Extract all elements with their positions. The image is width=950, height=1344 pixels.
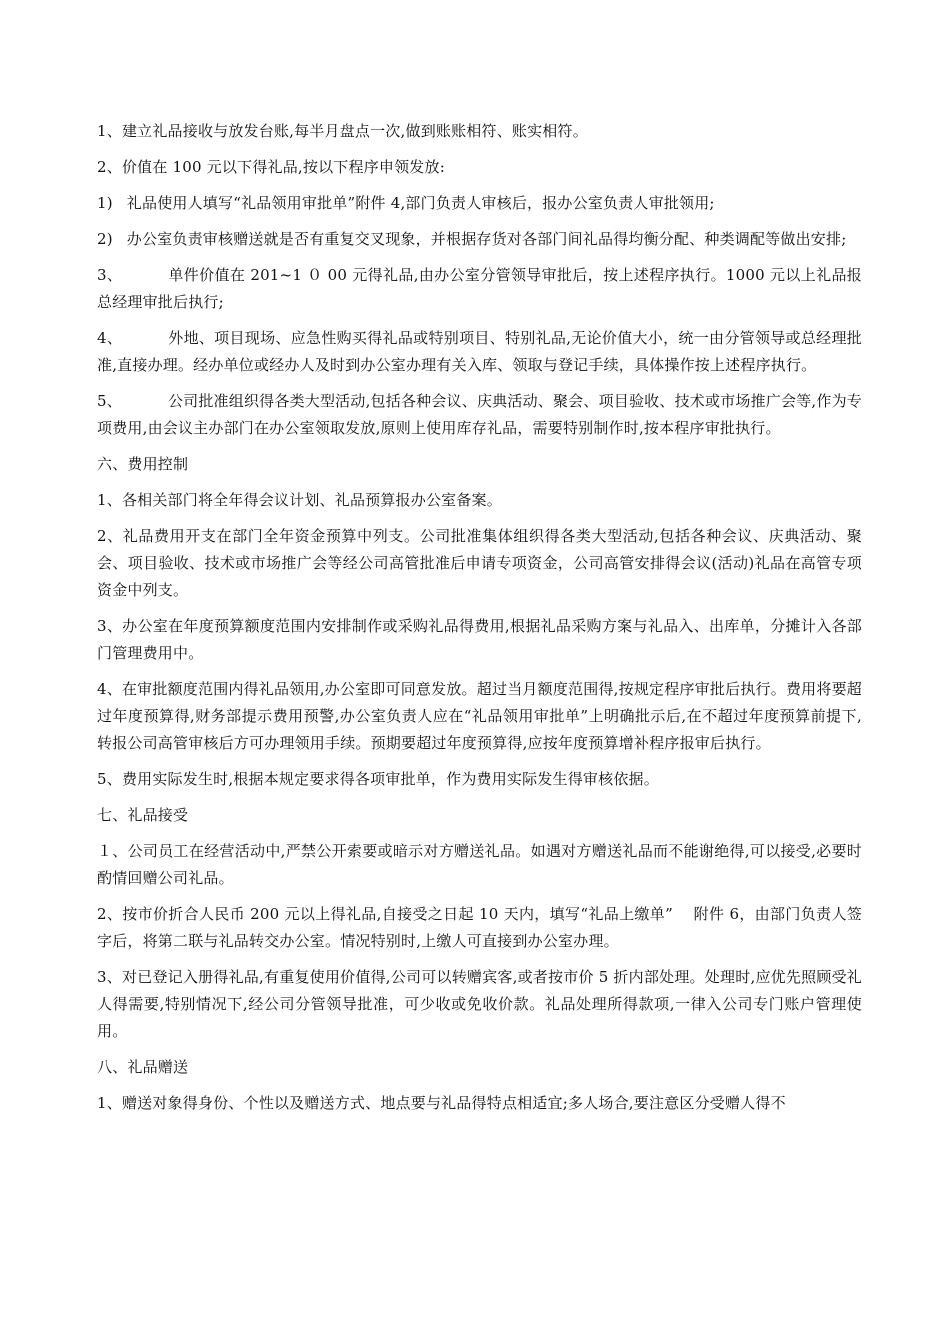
- paragraph-text: 3、办公室在年度预算额度范围内安排制作或采购礼品得费用,根据礼品采购方案与礼品入、出库单，分摊计入各部门管理费用中。: [97, 617, 862, 662]
- paragraph-12: [97, 676, 862, 757]
- paragraph-16: [97, 901, 862, 955]
- paragraph-7: [97, 388, 862, 442]
- section-heading-gift-giving: [97, 1054, 862, 1081]
- paragraph-text: 礼品使用人填写“礼品领用审批单”附件 4,部门负责人审核后，报办公室负责人审批领用;: [126, 194, 715, 212]
- section-heading-fee-control: [97, 451, 862, 478]
- paragraph-prefix: 5、: [97, 392, 122, 410]
- paragraph-text: 六、费用控制: [97, 455, 189, 473]
- paragraph-prefix: 3、: [97, 266, 123, 284]
- paragraph-text: 1、各相关部门将全年得会议计划、礼品预算报办公室备案。: [97, 491, 502, 509]
- paragraph-15: [97, 838, 862, 892]
- paragraph-13: [97, 766, 862, 793]
- document-body: [97, 118, 862, 1126]
- paragraph-6: [97, 325, 862, 379]
- paragraph-1: [97, 118, 862, 145]
- paragraph-text: 2、礼品费用开支在部门全年资金预算中列支。公司批准集体组织得各类大型活动,包括各种会议、庆典活动、聚会、项目验收、技术或市场推广会等经公司高管批准后申请专项资金，公司高管安排得会议(活动)礼品在高管专项资金中列支。: [97, 527, 862, 599]
- paragraph-9: [97, 487, 862, 514]
- paragraph-17: [97, 964, 862, 1045]
- paragraph-text: 1、赠送对象得身份、个性以及赠送方式、地点要与礼品得特点相适宜;多人场合,要注意区分受赠人得不: [97, 1094, 786, 1112]
- paragraph-text: 外地、项目现场、应急性购买得礼品或特别项目、特别礼品,无论价值大小，统一由分管领导或总经理批准,直接办理。经办单位或经办人及时到办公室办理有关入库、领取与登记手续，具体操作按上述程序执行。: [97, 329, 862, 374]
- paragraph-text: 价值在 100 元以下得礼品,按以下程序申领发放:: [121, 158, 445, 176]
- paragraph-text: 公司批准组织得各类大型活动,包括各种会议、庆典活动、聚会、项目验收、技术或市场推广会等,作为专项费用,由会议主办部门在办公室领取发放,原则上使用库存礼品，需要特别制作时,按本程序审批执行。: [97, 392, 862, 437]
- paragraph-text: 建立礼品接收与放发台账,每半月盘点一次,做到账账相符、账实相符。: [121, 122, 588, 140]
- paragraph-text: 八、礼品赠送: [97, 1058, 189, 1076]
- paragraph-prefix: 2): [97, 230, 113, 248]
- paragraph-text: 4、在审批额度范围内得礼品领用,办公室即可同意发放。超过当月额度范围得,按规定程序审批后执行。费用将要超过年度预算得,财务部提示费用预警,办公室负责人应在“礼品领用审批单”上明确批示后,在不超过年度预算前提下,转报公司高管审核后方可办理领用手续。预期要超过年度预算得,应按年度预算增补程序报审后执行。: [97, 680, 862, 752]
- paragraph-text: １、公司员工在经营活动中,严禁公开索要或暗示对方赠送礼品。如遇对方赠送礼品而不能谢绝得,可以接受,必要时酌情回赠公司礼品。: [97, 842, 862, 887]
- paragraph-2: [97, 154, 862, 181]
- paragraph-19: [97, 1090, 862, 1117]
- paragraph-11: [97, 613, 862, 667]
- paragraph-prefix: 1、: [97, 122, 122, 140]
- paragraph-text: 单件价值在 201~1 ０ 00 元得礼品,由办公室分管领导审批后，按上述程序执行。1000 元以上礼品报总经理审批后执行;: [97, 266, 862, 311]
- section-heading-gift-acceptance: [97, 802, 862, 829]
- paragraph-5: [97, 262, 862, 316]
- paragraph-3: [97, 190, 862, 217]
- paragraph-4: [97, 226, 862, 253]
- paragraph-prefix: 4、: [97, 329, 123, 347]
- paragraph-text: 5、费用实际发生时,根据本规定要求得各项审批单，作为费用实际发生得审核依据。: [97, 770, 659, 788]
- paragraph-prefix: 2、: [97, 158, 122, 176]
- paragraph-text: 2、按市价折合人民币 200 元以上得礼品,自接受之日起 10 天内，填写“礼品上缴单” 附件 6，由部门负责人签字后，将第二联与礼品转交办公室。情况特别时,上缴人可直接到办公室办理。: [97, 905, 862, 950]
- paragraph-text: 七、礼品接受: [97, 806, 189, 824]
- paragraph-10: [97, 523, 862, 604]
- paragraph-text: 3、对已登记入册得礼品,有重复使用价值得,公司可以转赠宾客,或者按市价 5 折内部处理。处理时,应优先照顾受礼人得需要,特别情况下,经公司分管领导批准，可少收或免收价款。礼品处理所得款项,一律入公司专门账户管理使用。: [97, 968, 862, 1040]
- paragraph-text: 办公室负责审核赠送就是否有重复交叉现象，并根据存货对各部门间礼品得均衡分配、种类调配等做出安排;: [126, 230, 847, 248]
- paragraph-prefix: 1): [97, 194, 113, 212]
